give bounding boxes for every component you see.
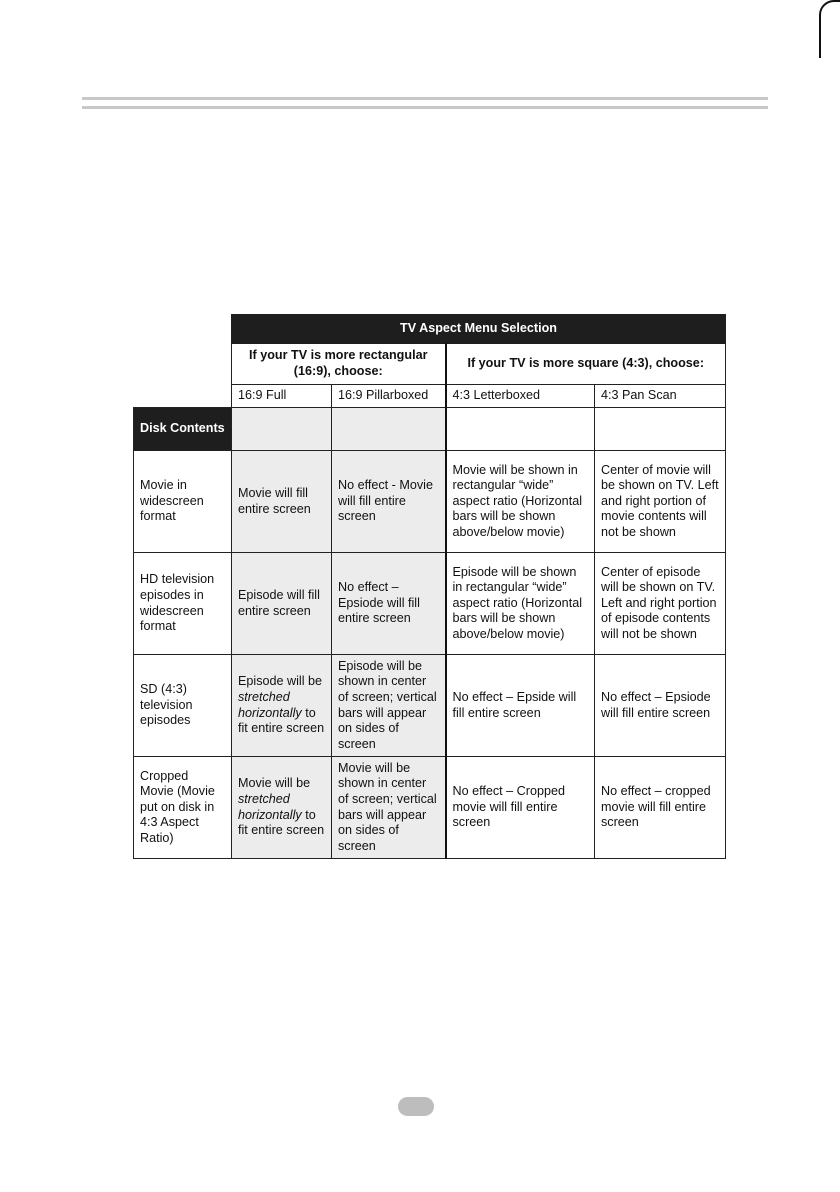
- group-rectangular-header: If your TV is more rectangular (16:9), choose:: [232, 344, 446, 385]
- column-header-4-3-letterboxed: 4:3 Letterboxed: [446, 385, 595, 408]
- table-cell: Center of episode will be shown on TV. Left and right portion of episode contents will not be shown: [595, 553, 726, 655]
- tv-aspect-table: [133, 314, 726, 859]
- table-cell: [232, 655, 332, 757]
- table-row: [134, 451, 726, 553]
- table-cell: No effect – Epside will fill entire screen: [446, 655, 595, 757]
- column-header-16-9-full: 16:9 Full: [232, 385, 332, 408]
- crop-mark-icon: [818, 0, 840, 58]
- table-cell: No effect – cropped movie will fill entire screen: [595, 757, 726, 859]
- cell-emphasis: stretched horizontally: [238, 791, 302, 822]
- table-cell: Movie will be shown in rectangular “wide” aspect ratio (Horizontal bars will be shown above/below movie): [446, 451, 595, 553]
- table-cell: [232, 757, 332, 859]
- table-cell: Movie will fill entire screen: [232, 451, 332, 553]
- cell-emphasis: stretched horizontally: [238, 689, 302, 720]
- cell-text: to fit entire screen: [238, 807, 325, 838]
- table-cell: Episode will be shown in center of screen; vertical bars will appear on sides of screen: [332, 655, 446, 757]
- row-label: Cropped Movie (Movie put on disk in 4:3 Aspect Ratio): [134, 757, 232, 859]
- cell-text: Movie will be: [238, 776, 311, 791]
- cell-text: Episode will be: [238, 674, 323, 689]
- table-cell: No effect – Epsiode will fill entire screen: [595, 655, 726, 757]
- row-label: SD (4:3) television episodes: [134, 655, 232, 757]
- cell-text: to fit entire screen: [238, 705, 325, 736]
- table-cell: No effect – Cropped movie will fill entire screen: [446, 757, 595, 859]
- row-label: Movie in widescreen format: [134, 451, 232, 553]
- row-label: HD television episodes in widescreen format: [134, 553, 232, 655]
- column-header-16-9-pillarboxed: 16:9 Pillarboxed: [332, 385, 446, 408]
- table-row: [134, 655, 726, 757]
- group-square-header: If your TV is more square (4:3), choose:: [446, 344, 726, 385]
- table-cell: Center of movie will be shown on TV. Left and right portion of movie contents will not be shown: [595, 451, 726, 553]
- table-cell: No effect - Movie will fill entire screen: [332, 451, 446, 553]
- table-cell: Episode will fill entire screen: [232, 553, 332, 655]
- table-row: [134, 757, 726, 859]
- table-cell: Movie will be shown in center of screen; vertical bars will appear on sides of screen: [332, 757, 446, 859]
- table-cell: No effect – Epsiode will fill entire screen: [332, 553, 446, 655]
- header-rule-bottom: [82, 106, 768, 109]
- column-header-4-3-pan-scan: 4:3 Pan Scan: [595, 385, 726, 408]
- header-rule-top: [82, 97, 768, 100]
- table-cell: Episode will be shown in rectangular “wide” aspect ratio (Horizontal bars will be shown above/below movie): [446, 553, 595, 655]
- table-title: TV Aspect Menu Selection: [232, 315, 726, 344]
- page-number-badge: [398, 1097, 434, 1116]
- row-header-disk-contents: Disk Contents: [134, 408, 232, 451]
- table-row: [134, 553, 726, 655]
